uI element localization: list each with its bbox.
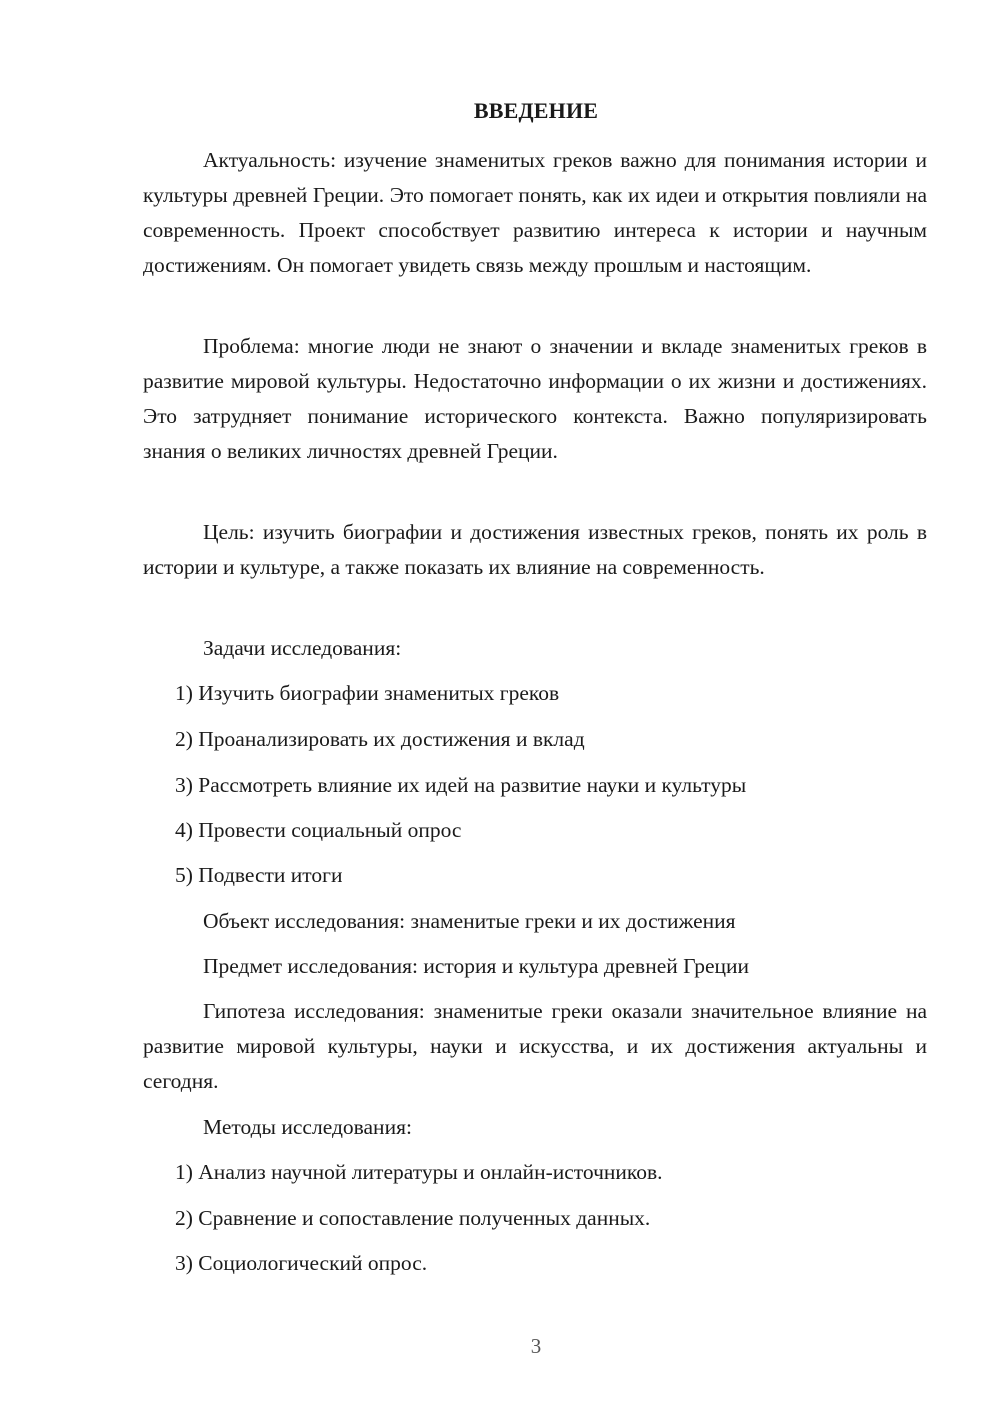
task-item: 1) Изучить биографии знаменитых греков (175, 681, 560, 705)
task-item: 4) Провести социальный опрос (175, 818, 462, 842)
methods-heading: Методы исследования: (203, 1115, 412, 1139)
method-item: 2) Сравнение и сопоставление полученных данных. (175, 1206, 651, 1230)
hypothesis-paragraph: Гипотеза исследования: знаменитые греки оказали значительное влияние на развитие мировой культуры, науки и искусства, и их достижения актуальны и сегодня. (143, 999, 927, 1093)
page-number: 3 (530, 1334, 542, 1358)
research-object: Объект исследования: знаменитые греки и их достижения (203, 909, 736, 933)
task-item: 2) Проанализировать их достижения и вклад (175, 727, 585, 751)
page-title: ВВЕДЕНИЕ (473, 98, 599, 123)
method-item: 3) Социологический опрос. (175, 1251, 428, 1275)
task-item: 3) Рассмотреть влияние их идей на развитие науки и культуры (175, 773, 747, 797)
tasks-heading: Задачи исследования: (203, 636, 402, 660)
problem-paragraph: Проблема: многие люди не знают о значении и вкладе знаменитых греков в развитие мировой культуры. Недостаточно информации о их жизни и достижениях. Это затрудняет понимание исторического контекста. Важно популяризировать знания о великих личностях древней Греции. (143, 334, 927, 463)
task-item: 5) Подвести итоги (175, 863, 343, 887)
goal-paragraph: Цель: изучить биографии и достижения известных греков, понять их роль в истории и культуре, а также показать их влияние на современность. (143, 520, 927, 579)
research-subject: Предмет исследования: история и культура древней Греции (203, 954, 750, 978)
relevance-paragraph: Актуальность: изучение знаменитых греков важно для понимания истории и культуры древней Греции. Это помогает понять, как их идеи и открытия повлияли на современность. Проект способствует развитию интереса к истории и научным достижениям. Он помогает увидеть связь между прошлым и настоящим. (143, 148, 927, 277)
method-item: 1) Анализ научной литературы и онлайн-источников. (175, 1160, 663, 1184)
